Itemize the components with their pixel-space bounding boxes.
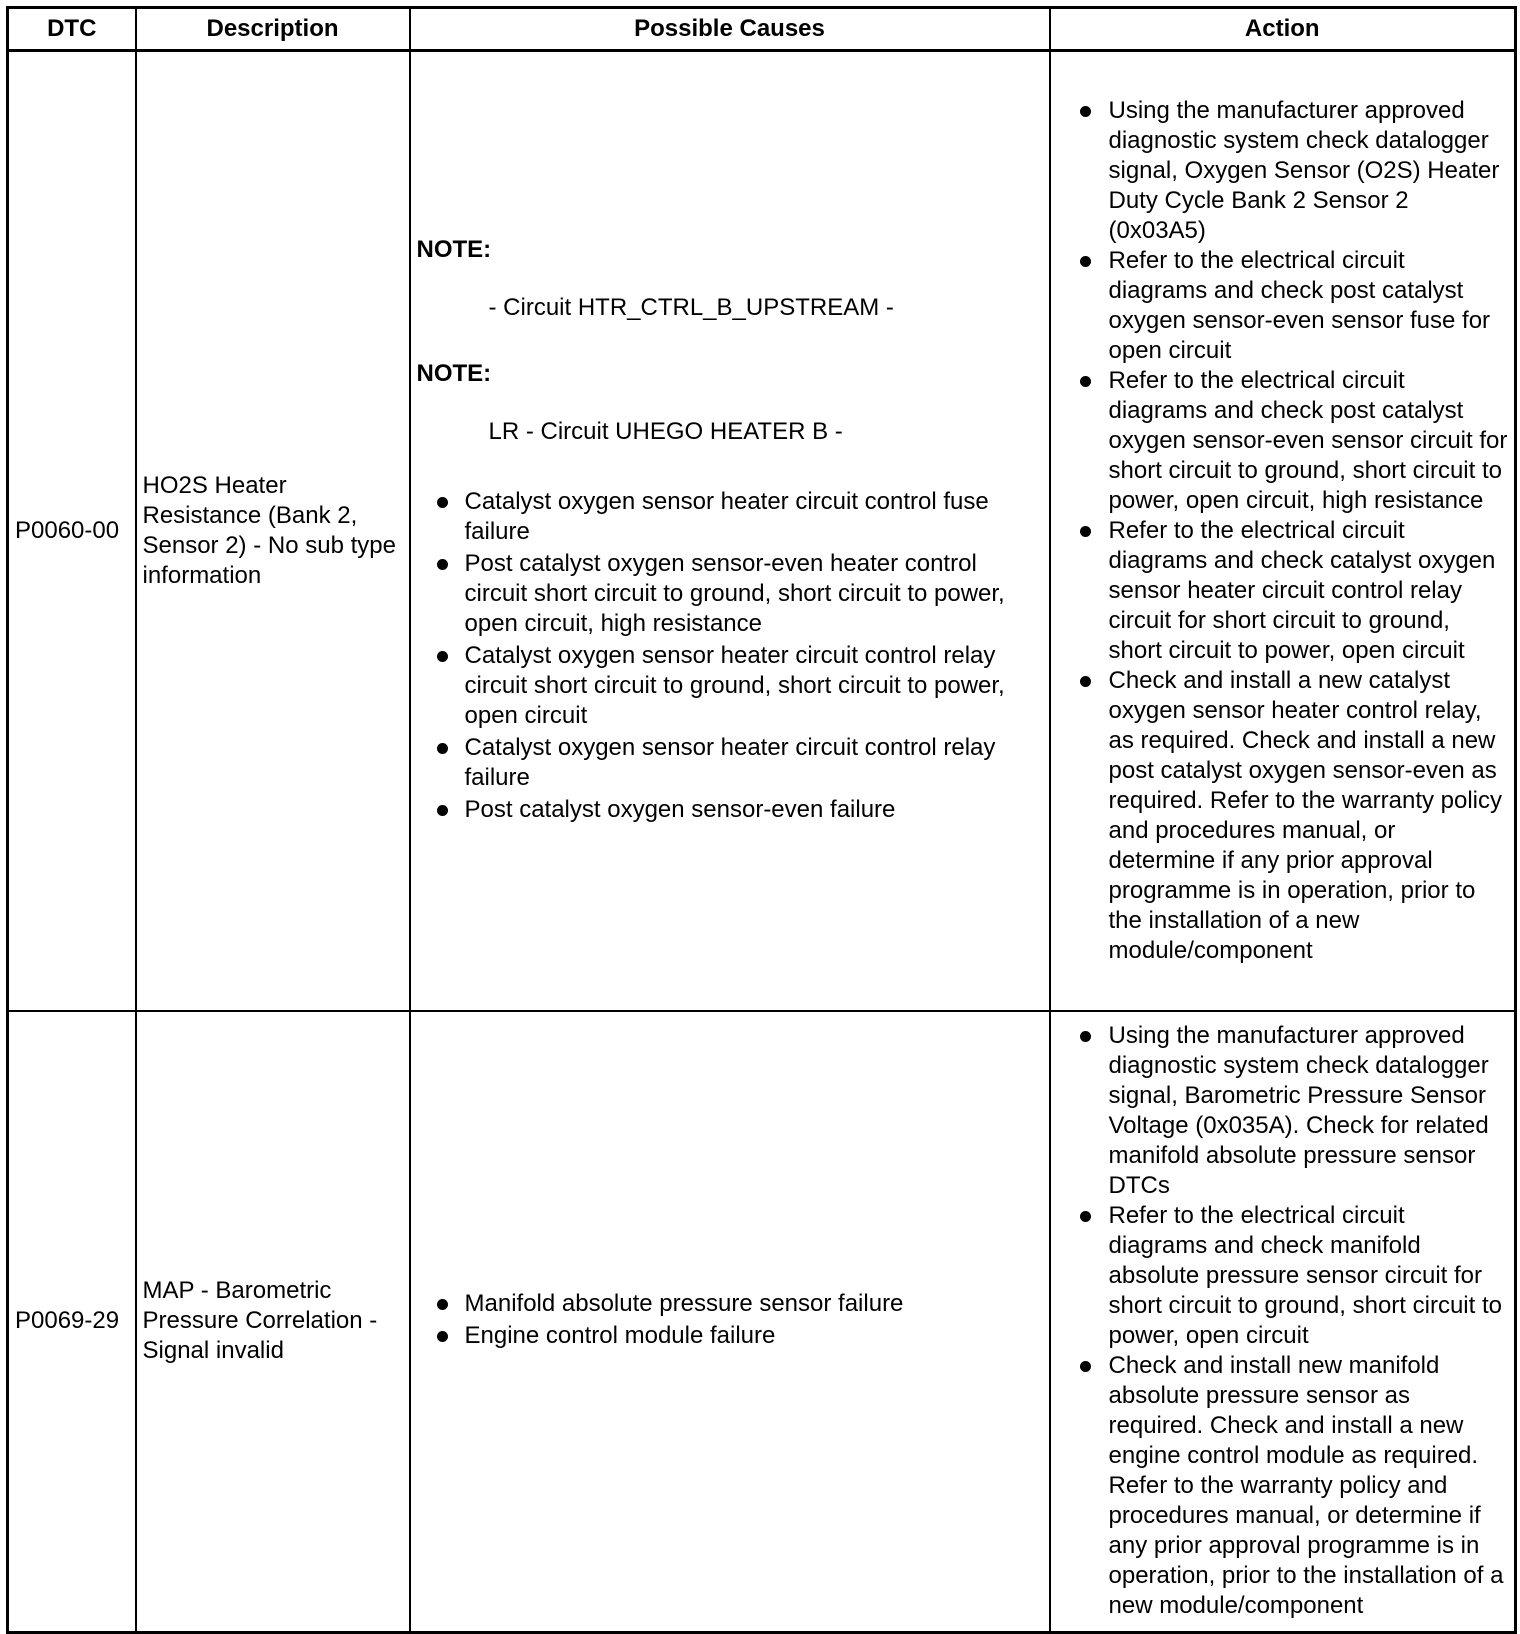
note-label: NOTE: (416, 359, 492, 387)
table-row (8, 51, 1516, 1011)
possible-causes-cell (410, 1011, 1050, 1633)
dtc-description: MAP - Barometric Pressure Correlation - Signal invalid (136, 1011, 410, 1633)
header-description: Description (136, 8, 410, 51)
cause-item: Engine control module failure (417, 1321, 1043, 1351)
dtc-code: P0060-00 (8, 51, 136, 1011)
dtc-code: P0069-29 (8, 1011, 136, 1633)
cause-item: Post catalyst oxygen sensor-even failure (417, 795, 1043, 825)
cause-item: Catalyst oxygen sensor heater circuit control relay circuit short circuit to ground, short circuit to power, open circuit (417, 641, 1043, 731)
header-action: Action (1050, 8, 1516, 51)
action-item: Using the manufacturer approved diagnostic system check datalogger signal, Oxygen Sensor (O2S) Heater Duty Cycle Bank 2 Sensor 2 (0x03A5) (1057, 96, 1509, 246)
cause-item: Manifold absolute pressure sensor failure (417, 1289, 1043, 1319)
dtc-description: HO2S Heater Resistance (Bank 2, Sensor 2) - No sub type information (136, 51, 410, 1011)
possible-causes-cell (410, 51, 1050, 1011)
dtc-table (6, 6, 1517, 1634)
actions-list (1057, 1021, 1509, 1621)
action-item: Refer to the electrical circuit diagrams and check post catalyst oxygen sensor-even sensor circuit for short circuit to ground, short circuit to power, open circuit, high resistance (1057, 366, 1509, 516)
causes-list (417, 1289, 1043, 1351)
action-item: Check and install a new catalyst oxygen sensor heater control relay, as required. Check and install a new post catalyst oxygen sensor-even as required. Refer to the warranty policy and procedures manual, or determine if any prior approval programme is in operation, prior to the installation of a new module/component (1057, 666, 1509, 966)
action-cell (1050, 1011, 1516, 1633)
action-cell (1050, 51, 1516, 1011)
cause-item: Catalyst oxygen sensor heater circuit control relay failure (417, 733, 1043, 793)
table-header-row (8, 8, 1516, 51)
header-possible-causes: Possible Causes (410, 8, 1050, 51)
cause-item: Post catalyst oxygen sensor-even heater control circuit short circuit to ground, short circuit to power, open circuit, high resistance (417, 549, 1043, 639)
note-label: NOTE: (416, 235, 492, 263)
note-text: LR - Circuit UHEGO HEATER B - (488, 417, 843, 445)
causes-list (417, 487, 1043, 825)
header-dtc: DTC (8, 8, 136, 51)
action-item: Refer to the electrical circuit diagrams and check catalyst oxygen sensor heater circuit control relay circuit for short circuit to ground, short circuit to power, open circuit (1057, 516, 1509, 666)
action-item: Refer to the electrical circuit diagrams and check post catalyst oxygen sensor-even sensor fuse for open circuit (1057, 246, 1509, 366)
action-item: Refer to the electrical circuit diagrams and check manifold absolute pressure sensor circuit for short circuit to ground, short circuit to power, open circuit (1057, 1201, 1509, 1351)
note-text: - Circuit HTR_CTRL_B_UPSTREAM - (488, 293, 894, 321)
action-item: Check and install new manifold absolute pressure sensor as required. Check and install a new engine control module as required. Refer to the warranty policy and procedures manual, or determine if any prior approval programme is in operation, prior to the installation of a new module/component (1057, 1351, 1509, 1621)
actions-list (1057, 96, 1509, 966)
table-row (8, 1011, 1516, 1633)
action-item: Using the manufacturer approved diagnostic system check datalogger signal, Barometric Pressure Sensor Voltage (0x035A). Check for related manifold absolute pressure sensor DTCs (1057, 1021, 1509, 1201)
cause-item: Catalyst oxygen sensor heater circuit control fuse failure (417, 487, 1043, 547)
